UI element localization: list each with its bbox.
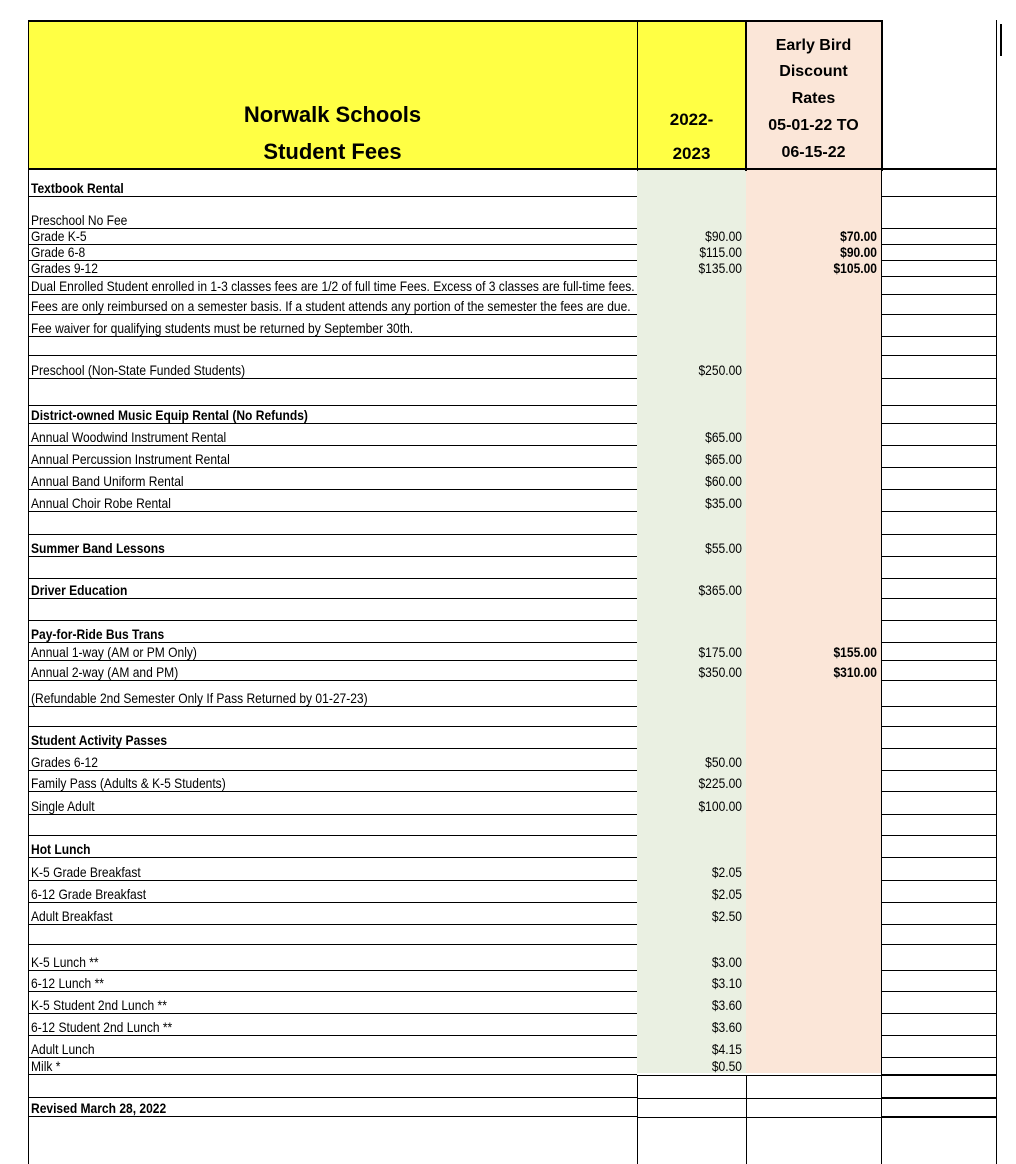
row-divider — [28, 680, 637, 681]
row-divider — [881, 902, 996, 903]
row-divider — [881, 355, 996, 356]
fee-label: Adult Breakfast — [31, 908, 113, 924]
row-divider — [28, 196, 637, 197]
fee-price: $65.00 — [705, 429, 742, 445]
row-divider — [881, 467, 996, 468]
row-divider — [881, 835, 996, 836]
row-divider — [28, 706, 637, 707]
fee-label: Summer Band Lessons — [31, 540, 165, 556]
row-divider — [637, 1098, 996, 1099]
fee-price: $3.60 — [711, 1019, 742, 1035]
row-divider — [28, 1074, 637, 1075]
column-divider — [881, 20, 883, 171]
row-divider — [28, 991, 637, 992]
row-divider — [881, 726, 996, 727]
row-divider — [881, 642, 996, 643]
fee-label: Grades 6-12 — [31, 754, 98, 770]
fee-label: Student Activity Passes — [31, 732, 168, 748]
fee-label: K-5 Lunch ** — [31, 954, 99, 970]
row-divider — [28, 880, 637, 881]
row-divider — [881, 1035, 996, 1036]
row-divider — [881, 489, 996, 490]
sheet-title-line2: Student Fees — [263, 139, 402, 164]
row-divider — [28, 445, 637, 446]
fee-label: Pay-for-Ride Bus Trans — [31, 626, 165, 642]
row-divider — [881, 423, 996, 424]
row-divider — [28, 620, 637, 621]
row-divider — [28, 770, 637, 771]
row-divider — [881, 1057, 996, 1058]
fee-price: $60.00 — [705, 473, 742, 489]
fee-price: $35.00 — [705, 495, 742, 511]
fee-price: $65.00 — [705, 451, 742, 467]
fee-price: $90.00 — [705, 228, 742, 244]
early-bird-column-shading — [746, 168, 881, 1073]
row-divider — [881, 378, 996, 379]
row-divider — [881, 228, 996, 229]
row-divider — [28, 902, 637, 903]
row-divider — [881, 598, 996, 599]
fee-price: $2.05 — [711, 864, 742, 880]
row-divider — [28, 467, 637, 468]
fee-price: $3.00 — [711, 954, 742, 970]
row-divider — [28, 294, 637, 295]
fee-label: Textbook Rental — [31, 180, 124, 196]
fee-label: Grade 6-8 — [31, 244, 86, 260]
row-divider — [28, 970, 637, 971]
row-divider — [881, 244, 996, 245]
row-divider — [28, 1116, 637, 1117]
column-divider — [746, 1075, 747, 1164]
fee-price: $225.00 — [698, 775, 742, 791]
row-divider — [881, 944, 996, 945]
row-divider — [881, 857, 996, 858]
fee-label: K-5 Grade Breakfast — [31, 864, 141, 880]
price-column-shading — [637, 168, 746, 1073]
year-header-line1: 2022- — [669, 110, 714, 129]
fee-label: Family Pass (Adults & K-5 Students) — [31, 775, 226, 791]
row-divider — [28, 355, 637, 356]
fee-label: Preschool (Non-State Funded Students) — [31, 362, 246, 378]
early-bird-line2: Discount — [779, 63, 848, 80]
row-divider — [28, 314, 637, 315]
row-divider — [28, 1035, 637, 1036]
row-divider — [28, 276, 637, 277]
row-divider — [28, 556, 637, 557]
row-divider — [28, 1013, 637, 1014]
fee-label: Annual Percussion Instrument Rental — [31, 451, 230, 467]
row-divider — [28, 228, 637, 229]
fee-price: $3.60 — [711, 997, 742, 1013]
row-divider — [881, 445, 996, 446]
row-divider — [28, 748, 637, 749]
column-divider — [881, 171, 882, 1075]
row-divider — [28, 168, 996, 170]
row-divider — [881, 706, 996, 707]
row-divider — [881, 1013, 996, 1014]
fee-price: $0.50 — [711, 1058, 742, 1074]
row-divider — [28, 814, 637, 815]
row-divider — [637, 1075, 996, 1076]
early-bird-price: $155.00 — [833, 644, 877, 660]
fee-price: $365.00 — [698, 582, 742, 598]
sheet-title-line1: Norwalk Schools — [243, 102, 422, 127]
row-divider — [881, 770, 996, 771]
fee-price: $115.00 — [699, 244, 742, 260]
row-divider — [881, 196, 996, 197]
fee-label: Single Adult — [31, 798, 95, 814]
fee-label: Annual 2-way (AM and PM) — [31, 664, 179, 680]
fee-label: Annual Choir Robe Rental — [31, 495, 171, 511]
fee-label: Fee waiver for qualifying students must be returned by September 30th. — [31, 320, 414, 336]
row-divider — [881, 991, 996, 992]
row-divider — [881, 814, 996, 815]
row-divider — [28, 944, 637, 945]
year-header-line2: 2023 — [672, 144, 711, 163]
fee-label: Annual Band Uniform Rental — [31, 473, 184, 489]
row-divider — [881, 620, 996, 621]
row-divider — [28, 660, 637, 661]
fee-label: 6-12 Student 2nd Lunch ** — [31, 1019, 173, 1035]
row-divider — [28, 336, 637, 337]
fee-price: $3.10 — [711, 975, 742, 991]
fee-price: $100.00 — [698, 798, 742, 814]
row-divider — [881, 294, 996, 295]
fee-label: Grades 9-12 — [31, 260, 98, 276]
row-divider — [637, 1117, 996, 1118]
early-bird-line1: Early Bird — [775, 37, 852, 54]
fee-label: District-owned Music Equip Rental (No Refunds) — [31, 407, 308, 423]
row-divider — [28, 1097, 637, 1098]
row-divider — [881, 314, 996, 315]
early-bird-line4: 05-01-22 TO — [768, 117, 859, 134]
row-divider — [28, 835, 637, 836]
row-divider — [881, 791, 996, 792]
row-divider — [881, 336, 996, 337]
row-divider — [28, 1057, 637, 1058]
row-divider — [881, 276, 996, 277]
row-divider — [881, 924, 996, 925]
early-bird-line3: Rates — [791, 90, 836, 107]
fee-label: Annual Woodwind Instrument Rental — [31, 429, 227, 445]
fee-label: Milk * — [31, 1058, 61, 1074]
row-divider — [28, 489, 637, 490]
fee-price: $175.00 — [698, 644, 742, 660]
row-divider — [28, 598, 637, 599]
fee-label: 6-12 Grade Breakfast — [31, 886, 147, 902]
fee-label: 6-12 Lunch ** — [31, 975, 104, 991]
early-bird-price: $105.00 — [833, 260, 877, 276]
fee-label: Revised March 28, 2022 — [31, 1100, 167, 1116]
fee-label: Grade K-5 — [31, 228, 87, 244]
fee-price: $250.00 — [698, 362, 742, 378]
fee-label: Hot Lunch — [31, 841, 91, 857]
row-divider — [881, 260, 996, 261]
row-divider — [28, 642, 637, 643]
early-bird-line5: 06-15-22 — [781, 144, 846, 161]
fee-label: Dual Enrolled Student enrolled in 1-3 classes fees are 1/2 of full time Fees. Excess of 3 classes are full-time fees. — [31, 278, 635, 294]
column-divider — [637, 20, 638, 171]
fee-label: Adult Lunch — [31, 1041, 95, 1057]
row-divider — [28, 423, 637, 424]
fee-label: Fees are only reimbursed on a semester basis. If a student attends any portion of the semester the fees are due. — [31, 298, 631, 314]
early-bird-price: $310.00 — [833, 664, 877, 680]
row-divider — [28, 924, 637, 925]
row-divider — [28, 534, 637, 535]
row-divider — [881, 511, 996, 512]
row-divider — [28, 244, 637, 245]
row-divider — [28, 726, 637, 727]
column-divider — [881, 1075, 882, 1164]
fee-price: $4.15 — [711, 1041, 742, 1057]
row-divider — [881, 748, 996, 749]
row-divider — [28, 405, 637, 406]
fee-label: Annual 1-way (AM or PM Only) — [31, 644, 197, 660]
fee-label: Driver Education — [31, 582, 128, 598]
fee-label: K-5 Student 2nd Lunch ** — [31, 997, 167, 1013]
row-divider — [881, 680, 996, 681]
early-bird-price: $70.00 — [840, 228, 877, 244]
row-divider — [28, 791, 637, 792]
row-divider — [28, 20, 881, 22]
row-divider — [881, 880, 996, 881]
row-divider — [881, 534, 996, 535]
fee-price: $55.00 — [705, 540, 742, 556]
fee-label: (Refundable 2nd Semester Only If Pass Returned by 01-27-23) — [31, 690, 368, 706]
fee-price: $135.00 — [698, 260, 742, 276]
fee-label: Preschool No Fee — [31, 212, 128, 228]
row-divider — [28, 260, 637, 261]
column-divider — [996, 20, 997, 1164]
column-divider — [745, 20, 747, 171]
row-divider — [28, 511, 637, 512]
fee-price: $50.00 — [705, 754, 742, 770]
fee-price: $350.00 — [698, 664, 742, 680]
row-divider — [881, 970, 996, 971]
column-divider — [637, 1075, 638, 1164]
column-divider — [1000, 24, 1002, 56]
row-divider — [28, 378, 637, 379]
row-divider — [28, 857, 637, 858]
row-divider — [881, 578, 996, 579]
column-divider — [28, 20, 29, 1164]
early-bird-price: $90.00 — [840, 244, 877, 260]
fee-price: $2.05 — [711, 886, 742, 902]
fee-price: $2.50 — [711, 908, 742, 924]
row-divider — [28, 578, 637, 579]
row-divider — [881, 660, 996, 661]
row-divider — [881, 556, 996, 557]
row-divider — [881, 405, 996, 406]
